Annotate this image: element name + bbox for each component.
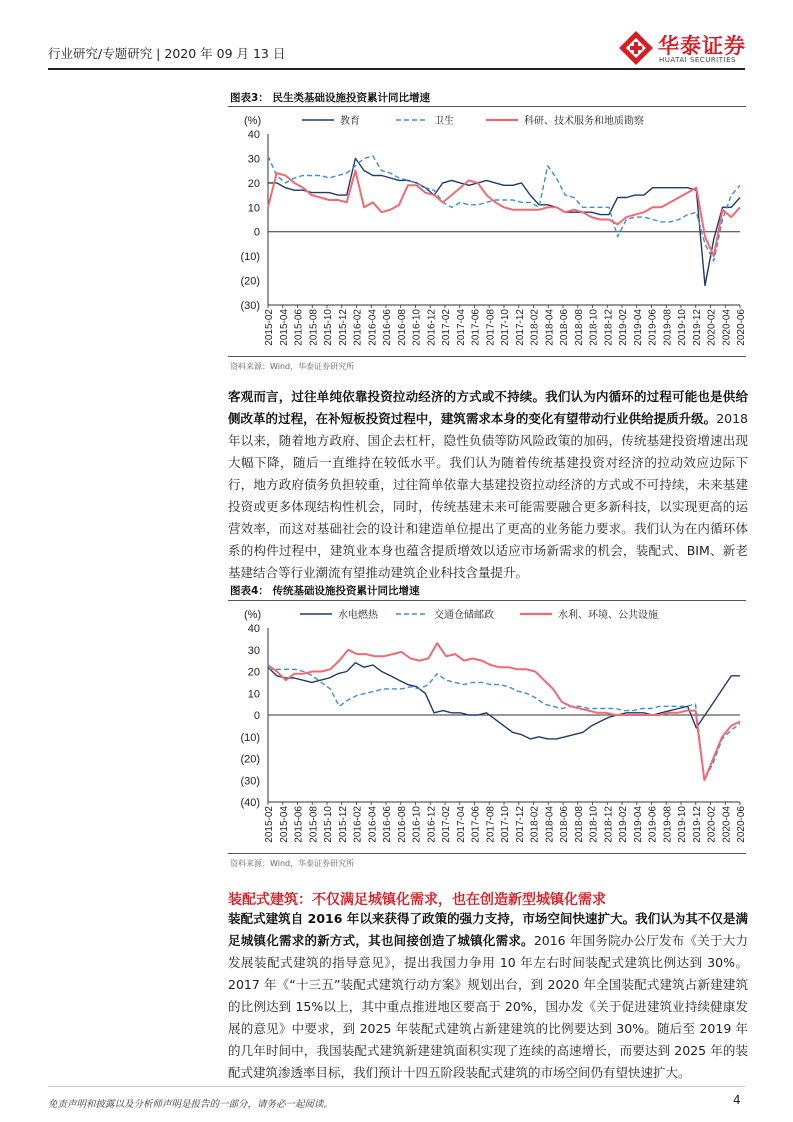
chart1-x-tick-label: 2016-06: [382, 309, 393, 346]
huatai-logo: [618, 28, 750, 70]
chart1-legend-label-2: 卫生: [434, 116, 454, 127]
chart2-y-tick-label: 0: [253, 710, 260, 722]
chart1-x-tick-label: 2017-06: [470, 309, 482, 346]
chart1-x-tick-label: 2020-02: [706, 309, 718, 346]
chart1-x-tick-label: 2019-12: [691, 309, 703, 346]
chart1-x-tick-label: 2016-02: [352, 309, 364, 346]
chart1-x-tick-label: 2019-06: [647, 309, 659, 346]
chart2-y-tick-label: (30): [240, 775, 260, 788]
chart2-x-tick-label: 2015-04: [278, 806, 290, 843]
chart1-x-tick-label: 2016-12: [426, 309, 438, 346]
chart1-x-tick-label: 2018-04: [544, 309, 556, 346]
chart2-legend-label-2: 交通仓储邮政: [434, 610, 494, 621]
chart1-x-tick-label: 2017-12: [514, 309, 526, 346]
paragraph-prefab-body: 2016 年国务院办公厅发布《关于大力发展装配式建筑的指导意见》，提出我国力争用 10 年左右时间装配式建筑比例达到 30%。2017 年《“十三五”装配式建筑行动方案》规划出台，到 2020 年全国装配式建筑占新建建筑的比例达到 15%以上，其中重点推进地区要高于 20%，国办发《关于促进建筑业持续健康发展的意见》中要求，到 2025 年装配式建筑占新建建筑的比例要达到 30%。随后至 2019 年的几年时间中，我国装配式建筑新建建筑面积实现了连续的高速增长，而要达到 2025 年的装配式建筑渗透率目标，我们预计十四五阶段装配式建筑的市场空间仍有望快速扩大。: [228, 933, 748, 1080]
chart2-x-tick-label: 2020-06: [736, 806, 747, 843]
chart2-y-tick-label: (40): [240, 797, 260, 809]
chart1-x-tick-label: 2015-12: [337, 309, 349, 346]
footer-disclaimer: 免责声明和披露以及分析师声明是报告的一部分，请务必一起阅读。: [48, 1099, 334, 1110]
chart1-y-tick-label: (10): [240, 251, 260, 264]
chart2-x-tick-label: 2019-12: [691, 806, 703, 843]
chart2-series-line-3: [268, 643, 740, 780]
section-title-prefab: 装配式建筑：不仅满足城镇化需求，也在创造新型城镇化需求: [228, 892, 606, 908]
chart1-x-tick-label: 2015-08: [308, 309, 320, 346]
chart1-x-tick-label: 2018-08: [573, 309, 585, 346]
chart2-x-tick-label: 2015-08: [308, 806, 320, 843]
chart1-x-tick-label: 2015-10: [323, 309, 334, 346]
chart1-x-tick-label: 2016-04: [367, 309, 379, 346]
figure4-top-rule: [228, 600, 746, 601]
chart2-x-tick-label: 2018-08: [573, 806, 585, 843]
figure4-source: 资料来源：Wind，华泰证券研究所: [230, 859, 355, 868]
chart2-y-tick-label: (10): [240, 731, 260, 744]
chart1-x-tick-label: 2017-02: [441, 309, 452, 346]
logo-chinese-name: 华泰证券: [658, 34, 746, 58]
chart1-x-tick-label: 2015-04: [278, 309, 290, 346]
chart2-y-tick-label: 20: [247, 666, 260, 679]
chart1-x-tick-label: 2015-02: [264, 309, 275, 346]
figure4-chart: [228, 602, 748, 850]
chart2-x-tick-label: 2019-08: [662, 806, 674, 843]
figure4-bottom-rule: [228, 853, 746, 854]
chart2-x-tick-label: 2015-10: [323, 806, 334, 843]
chart2-x-tick-label: 2017-12: [514, 806, 526, 843]
chart1-x-tick-label: 2018-02: [529, 309, 541, 346]
chart2-x-tick-label: 2016-02: [352, 806, 364, 843]
chart1-x-tick-label: 2018-10: [588, 309, 600, 346]
figure3-top-rule: [228, 106, 746, 107]
chart2-x-tick-label: 2018-12: [603, 806, 615, 843]
logo-english-name: HUATAI SECURITIES: [659, 56, 736, 64]
chart2-y-tick-label: 30: [247, 644, 260, 657]
chart2-series-line-2: [268, 669, 740, 780]
chart2-x-tick-label: 2015-12: [337, 806, 349, 843]
chart2-x-tick-label: 2015-02: [264, 806, 275, 843]
chart1-x-tick-label: 2015-06: [293, 309, 305, 346]
chart1-y-tick-label: (20): [240, 275, 260, 288]
chart2-legend-label-3: 水利、环境、公共设施: [558, 610, 658, 621]
report-breadcrumb: 行业研究/专题研究 | 2020 年 09 月 13 日: [48, 46, 286, 61]
chart2-series-line-1: [268, 663, 740, 739]
paragraph-investment-lead: 客观而言，过往单纯依靠投资拉动经济的方式或不持续。我们认为内循环的过程可能也是供给侧改革的过程，在补短板投资过程中，建筑需求本身的变化有望带动行业供给提质升级。: [228, 389, 748, 426]
chart2-x-tick-label: 2016-08: [396, 806, 408, 843]
chart1-x-tick-label: 2019-04: [632, 309, 644, 346]
chart2-x-tick-label: 2017-02: [441, 806, 452, 843]
chart1-y-unit: (%): [244, 115, 262, 127]
chart2-x-tick-label: 2017-08: [485, 806, 497, 843]
chart1-x-tick-label: 2020-06: [736, 309, 747, 346]
chart2-x-tick-label: 2018-10: [588, 806, 600, 843]
chart1-x-tick-label: 2018-12: [603, 309, 615, 346]
chart1-x-tick-label: 2019-10: [677, 309, 688, 346]
chart1-x-tick-label: 2018-06: [559, 309, 570, 346]
chart2-x-tick-label: 2016-12: [426, 806, 438, 843]
chart2-y-tick-label: 10: [247, 688, 260, 701]
header-divider: [48, 68, 745, 70]
chart2-x-tick-label: 2020-02: [706, 806, 718, 843]
paragraph-prefab: [228, 908, 748, 1084]
chart2-x-tick-label: 2016-04: [367, 806, 379, 843]
chart1-legend-label-3: 科研、技术服务和地质勘察: [524, 116, 644, 127]
chart2-x-tick-label: 2016-06: [382, 806, 393, 843]
chart1-x-tick-label: 2017-10: [500, 309, 511, 346]
chart2-x-tick-label: 2018-04: [544, 806, 556, 843]
chart1-y-tick-label: 0: [253, 226, 260, 239]
chart1-x-tick-label: 2020-04: [721, 309, 733, 346]
chart2-legend-label-1: 水电燃热: [338, 610, 378, 621]
chart1-x-tick-label: 2017-04: [455, 309, 467, 346]
figure4-title: 图表4： 传统基础设施投资累计同比增速: [230, 585, 420, 597]
huatai-logo-icon: [618, 30, 654, 66]
chart2-x-tick-label: 2018-02: [529, 806, 541, 843]
figure3-bottom-rule: [228, 356, 746, 357]
chart2-x-tick-label: 2017-10: [500, 806, 511, 843]
footer-divider: [48, 1086, 745, 1087]
chart1-series-line-3: [268, 171, 740, 257]
figure3-chart: [228, 108, 748, 353]
page-number: 4: [733, 1093, 741, 1107]
chart1-x-tick-label: 2017-08: [485, 309, 497, 346]
chart2-x-tick-label: 2015-06: [293, 806, 305, 843]
chart2-x-tick-label: 2019-06: [647, 806, 659, 843]
chart1-x-tick-label: 2016-10: [411, 309, 423, 346]
chart1-x-tick-label: 2019-02: [618, 309, 629, 346]
paragraph-investment: [228, 386, 748, 584]
chart1-y-tick-label: 40: [247, 129, 260, 141]
chart2-x-tick-label: 2019-10: [677, 806, 688, 843]
chart2-x-tick-label: 2016-10: [411, 806, 423, 843]
chart2-y-unit: (%): [244, 609, 262, 621]
figure3-title: 图表3： 民生类基础设施投资累计同比增速: [230, 92, 430, 104]
chart2-x-tick-label: 2019-02: [618, 806, 629, 843]
chart2-x-tick-label: 2020-04: [721, 806, 733, 843]
chart2-x-tick-label: 2017-04: [455, 806, 467, 843]
paragraph-prefab-lead: 装配式建筑自 2016 年以来获得了政策的强力支持，市场空间快速扩大。我们认为其不仅是满足城镇化需求的新方式，其也间接创造了城镇化需求。: [228, 911, 748, 948]
chart2-x-tick-label: 2017-06: [470, 806, 482, 843]
chart1-series-line-2: [268, 156, 740, 261]
chart1-x-tick-label: 2016-08: [396, 309, 408, 346]
figure3-source: 资料来源：Wind，华泰证券研究所: [230, 362, 355, 371]
paragraph-investment-body: 2018 年以来，随着地方政府、国企去杠杆，隐性负债等防风险政策的加码，传统基建投资增速出现大幅下降，随后一直维持在较低水平。我们认为随着传统基建投资对经济的拉动效应边际下行，地方政府债务负担较重，过往简单依靠大基建投资拉动经济的方式或不可持续，未来基建投资或更多体现结构性机会，同时，传统基建未来可能需要融合更多新科技，以实现更高的运营效率，而这对基础社会的设计和建造单位提出了更高的业务能力要求。我们认为在内循环体系的构件过程中，建筑业本身也蕴含提质增效以适应市场新需求的机会，装配式、BIM、新老基建结合等行业潮流有望推动建筑企业科技含量提升。: [228, 411, 748, 580]
chart2-y-tick-label: 40: [247, 623, 260, 635]
chart2-y-tick-label: (20): [240, 753, 260, 766]
chart1-y-tick-label: 10: [247, 202, 260, 215]
chart2-x-tick-label: 2019-04: [632, 806, 644, 843]
chart1-x-tick-label: 2019-08: [662, 309, 674, 346]
chart1-y-tick-label: (30): [240, 300, 260, 312]
chart2-x-tick-label: 2018-06: [559, 806, 570, 843]
chart1-y-tick-label: 20: [247, 177, 260, 190]
chart1-y-tick-label: 30: [247, 153, 260, 166]
chart1-legend-label-1: 教育: [340, 116, 360, 127]
